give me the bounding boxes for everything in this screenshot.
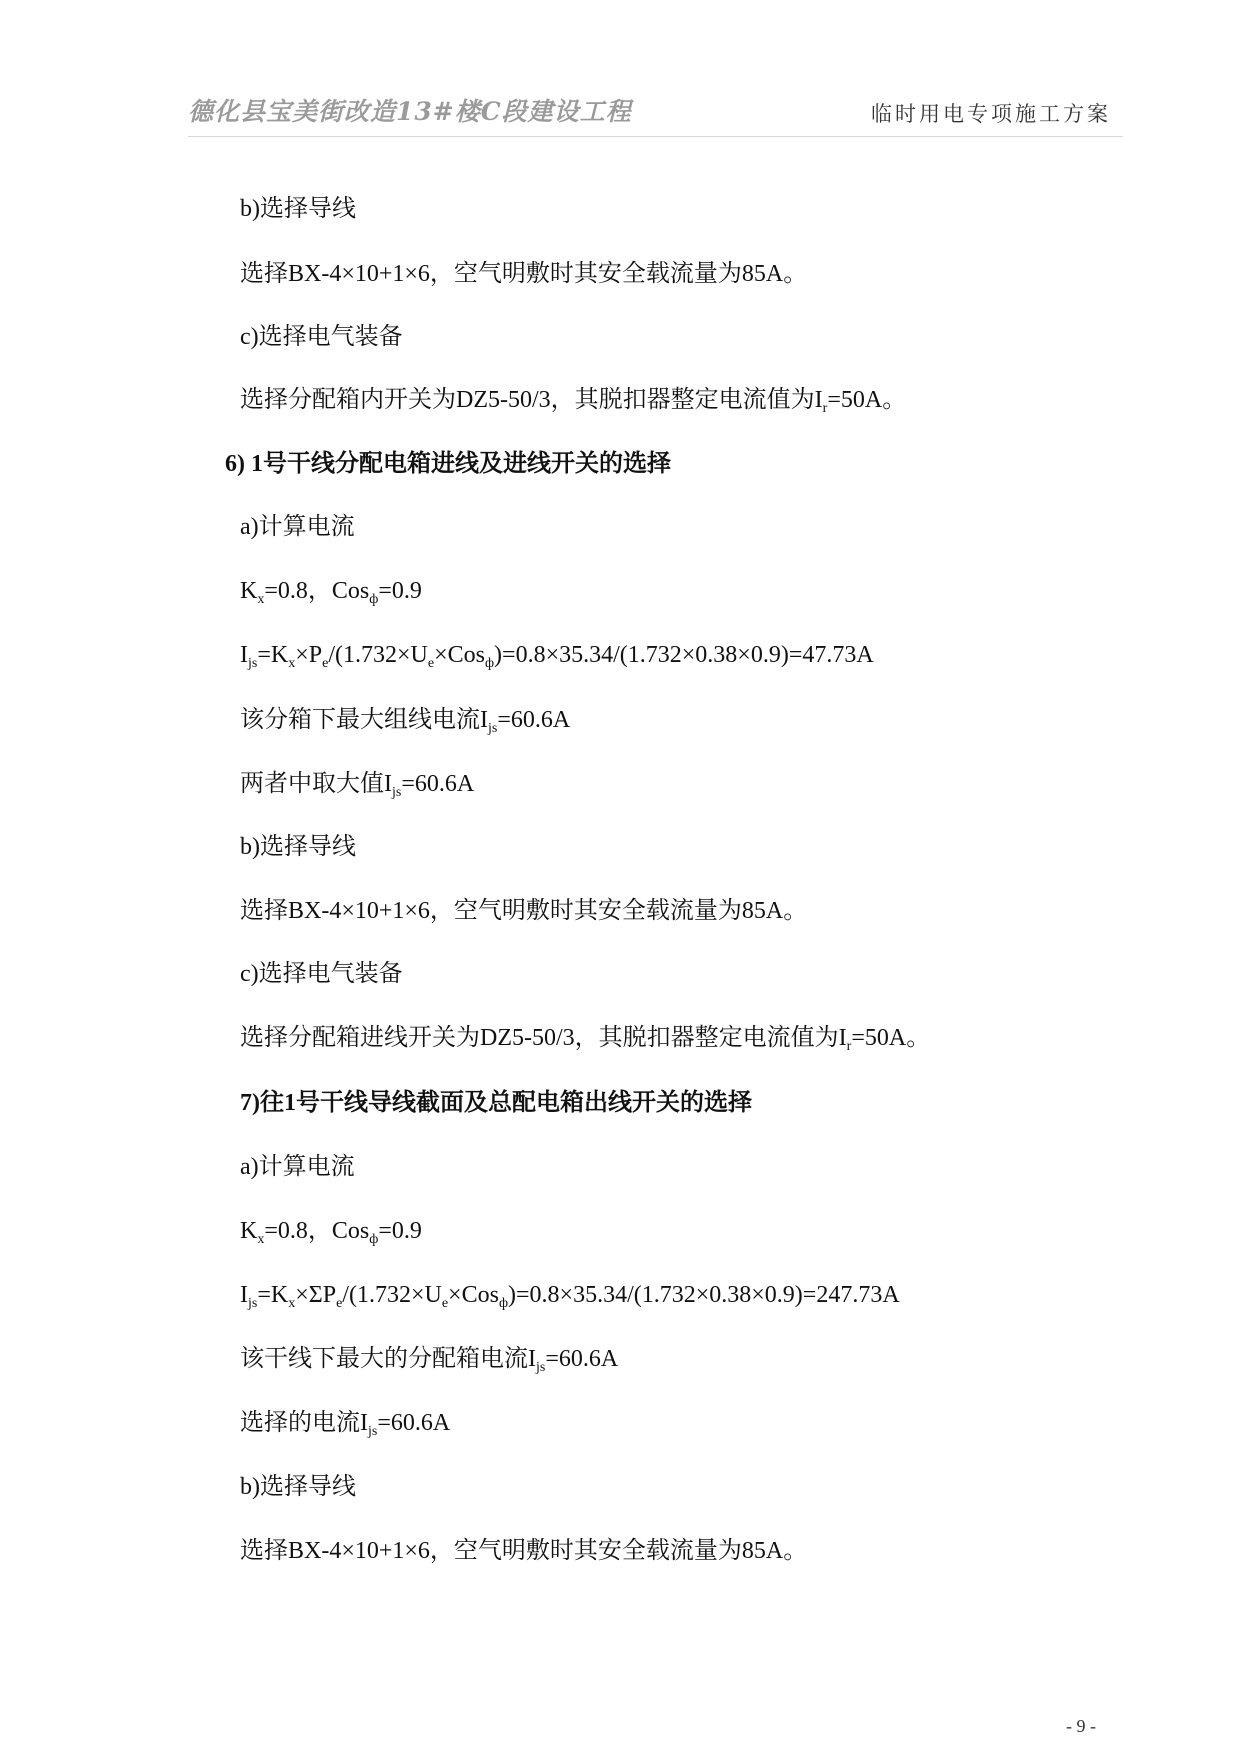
page-number: - 9 -: [1066, 1716, 1096, 1736]
paragraph-select-wire-label: b)选择导线: [240, 196, 356, 222]
paragraph-selected-current: 选择的电流$I_{js}=60.6A$: [240, 1410, 451, 1439]
header-document-type: 临时用电专项施工方案: [871, 102, 1111, 126]
header-project-title: 德化县宝美街改造13#楼C段建设工程: [188, 97, 632, 126]
paragraph-select-equipment-label: c)选择电气装备: [240, 961, 403, 987]
paragraph-calc-current-label: a)计算电流: [240, 514, 355, 540]
paragraph-calc-current-label: a)计算电流: [240, 1154, 355, 1180]
paragraph-select-wire-label: b)选择导线: [240, 834, 356, 860]
paragraph-inlet-breaker-spec: 选择分配箱进线开关为DZ5-50/3，其脱扣器整定电流值为$I_r=50A$。: [240, 1025, 931, 1054]
section-heading-7: 7)往1号干线导线截面及总配电箱出线开关的选择: [240, 1090, 752, 1116]
paragraph-breaker-spec: 选择分配箱内开关为DZ5-50/3，其脱扣器整定电流值为$I_r=50A$。: [240, 387, 907, 416]
formula-ijs-sum-calculation: $I_{js}=K_x\times\Sigma P_e/(1.732\times U_e\times Cos_ф)=0.8\times 35.34/(1.732\times 0.38\times 0.9)=247.73A$: [240, 1282, 900, 1311]
paragraph-select-equipment-label: c)选择电气装备: [240, 324, 403, 350]
paragraph-wire-spec: 选择BX-4×10+1×6，空气明敷时其安全载流量为85A。: [240, 1538, 808, 1564]
formula-kx-cos: $K_x=0.8$，Cos$_ф$=0.9: [240, 578, 422, 607]
paragraph-max-group-current: 该分箱下最大组线电流$I_{js}=60.6A$: [240, 707, 571, 736]
paragraph-max-box-current: 该干线下最大的分配箱电流$I_{js}=60.6A$: [240, 1346, 619, 1375]
formula-ijs-calculation: $I_{js}=K_x\times P_e/(1.732\times U_e\times Cos_ф)=0.8\times 35.34/(1.732\times 0.38\times 0.9)=47.73A$: [240, 642, 874, 671]
paragraph-wire-spec: 选择BX-4×10+1×6，空气明敷时其安全载流量为85A。: [240, 898, 808, 924]
paragraph-select-wire-label: b)选择导线: [240, 1474, 356, 1500]
paragraph-take-larger-value: 两者中取大值$I_{js}=60.6A$: [240, 771, 475, 800]
formula-kx-cos: $K_x=0.8$，Cos$_ф$=0.9: [240, 1218, 422, 1247]
section-heading-6: 6) 1号干线分配电箱进线及进线开关的选择: [225, 451, 671, 477]
paragraph-wire-spec: 选择BX-4×10+1×6，空气明敷时其安全载流量为85A。: [240, 261, 808, 287]
